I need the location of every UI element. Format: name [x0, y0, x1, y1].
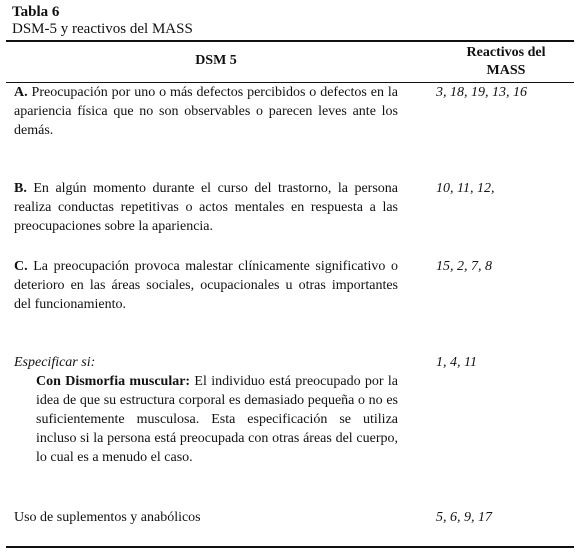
criterion-b-text: En algún momento durante el curso del trastorno, la persona realiza conductas repetitivas o actos mentales en respuesta a las preocupaciones sobre la apariencia. — [14, 181, 398, 234]
specifier-title: Con Dismorfia muscular: — [36, 374, 191, 389]
criterion-c-text: La preocupación provoca malestar clínicamente significativo o deterioro en las áreas sociales, ocupacionales u otras importantes del funcionamiento. — [14, 259, 399, 312]
criterion-b-items: 10, 11, 12, — [436, 181, 495, 196]
bottom-rule — [6, 546, 574, 548]
criterion-a-letter: A. — [14, 85, 28, 100]
criterion-b — [14, 179, 398, 236]
criterion-c — [14, 257, 398, 314]
specifier-items: 1, 4, 11 — [436, 355, 477, 370]
table-caption: DSM-5 y reactivos del MASS — [12, 21, 193, 37]
criterion-c-letter: C. — [14, 259, 28, 274]
specifier-label: Especificar si: — [14, 355, 96, 370]
criterion-a — [14, 83, 398, 140]
top-rule — [6, 40, 574, 42]
specifier-block — [14, 353, 398, 467]
specifier-body — [14, 372, 398, 467]
column-header-mass-line1: Reactivos del — [466, 45, 546, 60]
criterion-a-text: Preocupación por uno o más defectos percibidos o defectos en la apariencia física que no son observables o parecen leves ante los demás. — [14, 85, 399, 138]
column-header-mass — [436, 44, 576, 80]
supplements-row: Uso de suplementos y anabólicos — [14, 510, 201, 525]
column-header-dsm5: DSM 5 — [195, 53, 237, 68]
column-header-mass-line2: MASS — [486, 63, 526, 78]
criterion-b-letter: B. — [14, 181, 27, 196]
criterion-c-items: 15, 2, 7, 8 — [436, 259, 492, 274]
specifier-text: El individuo está preocupado por la idea de que su estructura corporal es demasiado pequeña o no es suficientemente musculosa. Esta especificación se utiliza incluso si la persona está preocupada con otras áreas del cuerpo, lo cual es a menudo el caso. — [36, 374, 398, 465]
table-number: Tabla 6 — [12, 4, 60, 20]
supplements-items: 5, 6, 9, 17 — [436, 510, 492, 525]
criterion-a-items: 3, 18, 19, 13, 16 — [436, 85, 527, 100]
